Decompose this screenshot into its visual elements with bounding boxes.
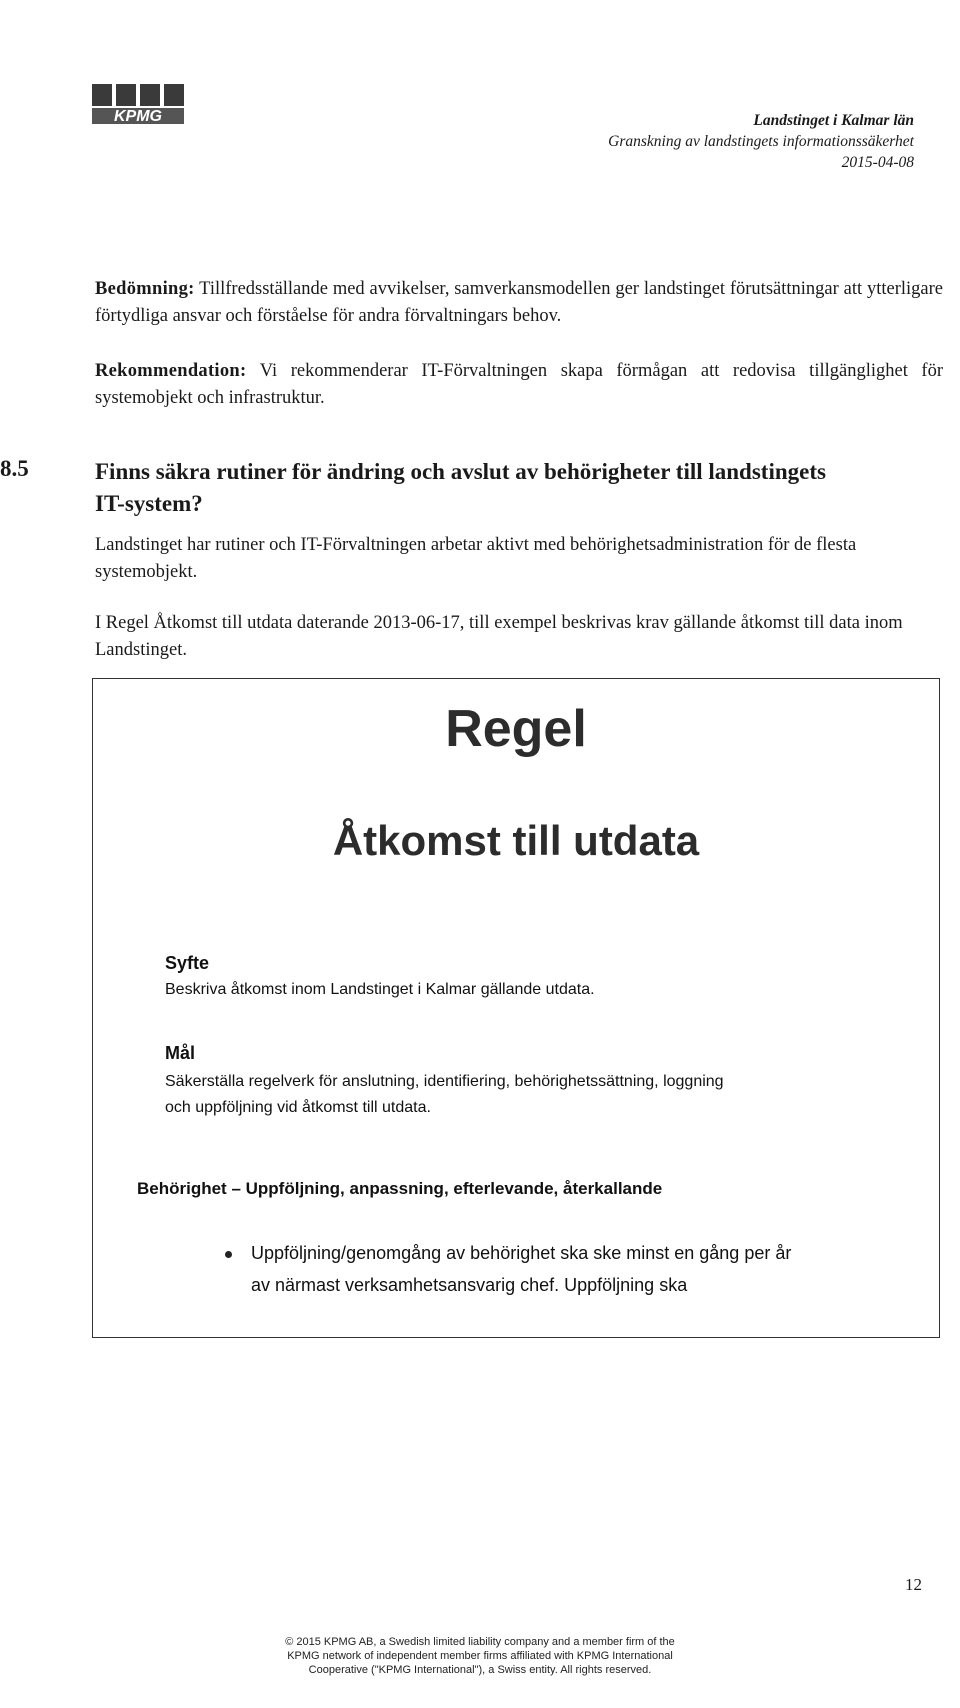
- figure-syfte-label: Syfte: [165, 953, 210, 973]
- figure-title-atkomst: Åtkomst till utdata: [332, 817, 700, 864]
- recommendation-text: Vi rekommenderar IT-Förvaltningen skapa förmågan att redovisa tillgänglighet för systemobjekt och infrastruktur.: [95, 361, 943, 408]
- footer-line-3: Cooperative ("KPMG International"), a Swiss entity. All rights reserved.: [308, 1664, 652, 1676]
- section-paragraph-2: I Regel Åtkomst till utdata daterande 2013-06-17, till exempel beskrivas krav gällande åtkomst till data inom Landstinget.: [95, 613, 903, 660]
- figure-mal-label: Mål: [165, 1043, 196, 1063]
- footer-line-1: © 2015 KPMG AB, a Swedish limited liability company and a member firm of the: [285, 1636, 675, 1648]
- header-date: 2015-04-08: [841, 154, 914, 171]
- bullet-icon: [225, 1251, 232, 1258]
- recommendation-label: Rekommendation:: [95, 361, 247, 381]
- figure-bullet-line-1: Uppföljning/genomgång av behörighet ska ske minst en gång per år: [251, 1243, 792, 1263]
- figure-behorighet-heading: Behörighet – Uppföljning, anpassning, efterlevande, återkallande: [137, 1179, 663, 1198]
- figure-mal-text-2: och uppföljning vid åtkomst till utdata.: [165, 1099, 431, 1116]
- section-paragraph-1: Landstinget har rutiner och IT-Förvaltningen arbetar aktivt med behörighetsadministration för de flesta systemobjekt.: [95, 535, 857, 582]
- kpmg-logo: [90, 82, 192, 126]
- assessment-paragraph: [95, 276, 943, 330]
- figure-title-regel: Regel: [445, 700, 587, 758]
- footer-line-2: KPMG network of independent member firms affiliated with KPMG International: [287, 1650, 673, 1662]
- assessment-text: Tillfredsställande med avvikelser, samverkansmodellen ger landstinget förutsättningar att ytterligare förtydliga ansvar och förståelse för andra förvaltningars behov.: [95, 279, 943, 326]
- rule-figure: [92, 678, 940, 1338]
- page-number: 12: [905, 1575, 922, 1594]
- header-doc-title: Granskning av landstingets informationssäkerhet: [608, 133, 914, 150]
- figure-bullet-line-2: av närmast verksamhetsansvarig chef. Uppföljning ska: [251, 1275, 688, 1295]
- page-header: [608, 110, 914, 173]
- recommendation-paragraph: [95, 358, 943, 412]
- section-number: 8.5: [0, 456, 29, 481]
- figure-syfte-text: Beskriva åtkomst inom Landstinget i Kalmar gällande utdata.: [165, 981, 595, 998]
- assessment-label: Bedömning:: [95, 279, 195, 299]
- header-org: Landstinget i Kalmar län: [753, 112, 914, 129]
- figure-mal-text-1: Säkerställa regelverk för anslutning, identifiering, behörighetssättning, loggning: [165, 1073, 724, 1090]
- section-title: Finns säkra rutiner för ändring och avslut av behörigheter till landstingets IT-system?: [95, 459, 826, 516]
- svg-text:KPMG: KPMG: [114, 108, 162, 125]
- copyright-footer: [240, 1635, 720, 1677]
